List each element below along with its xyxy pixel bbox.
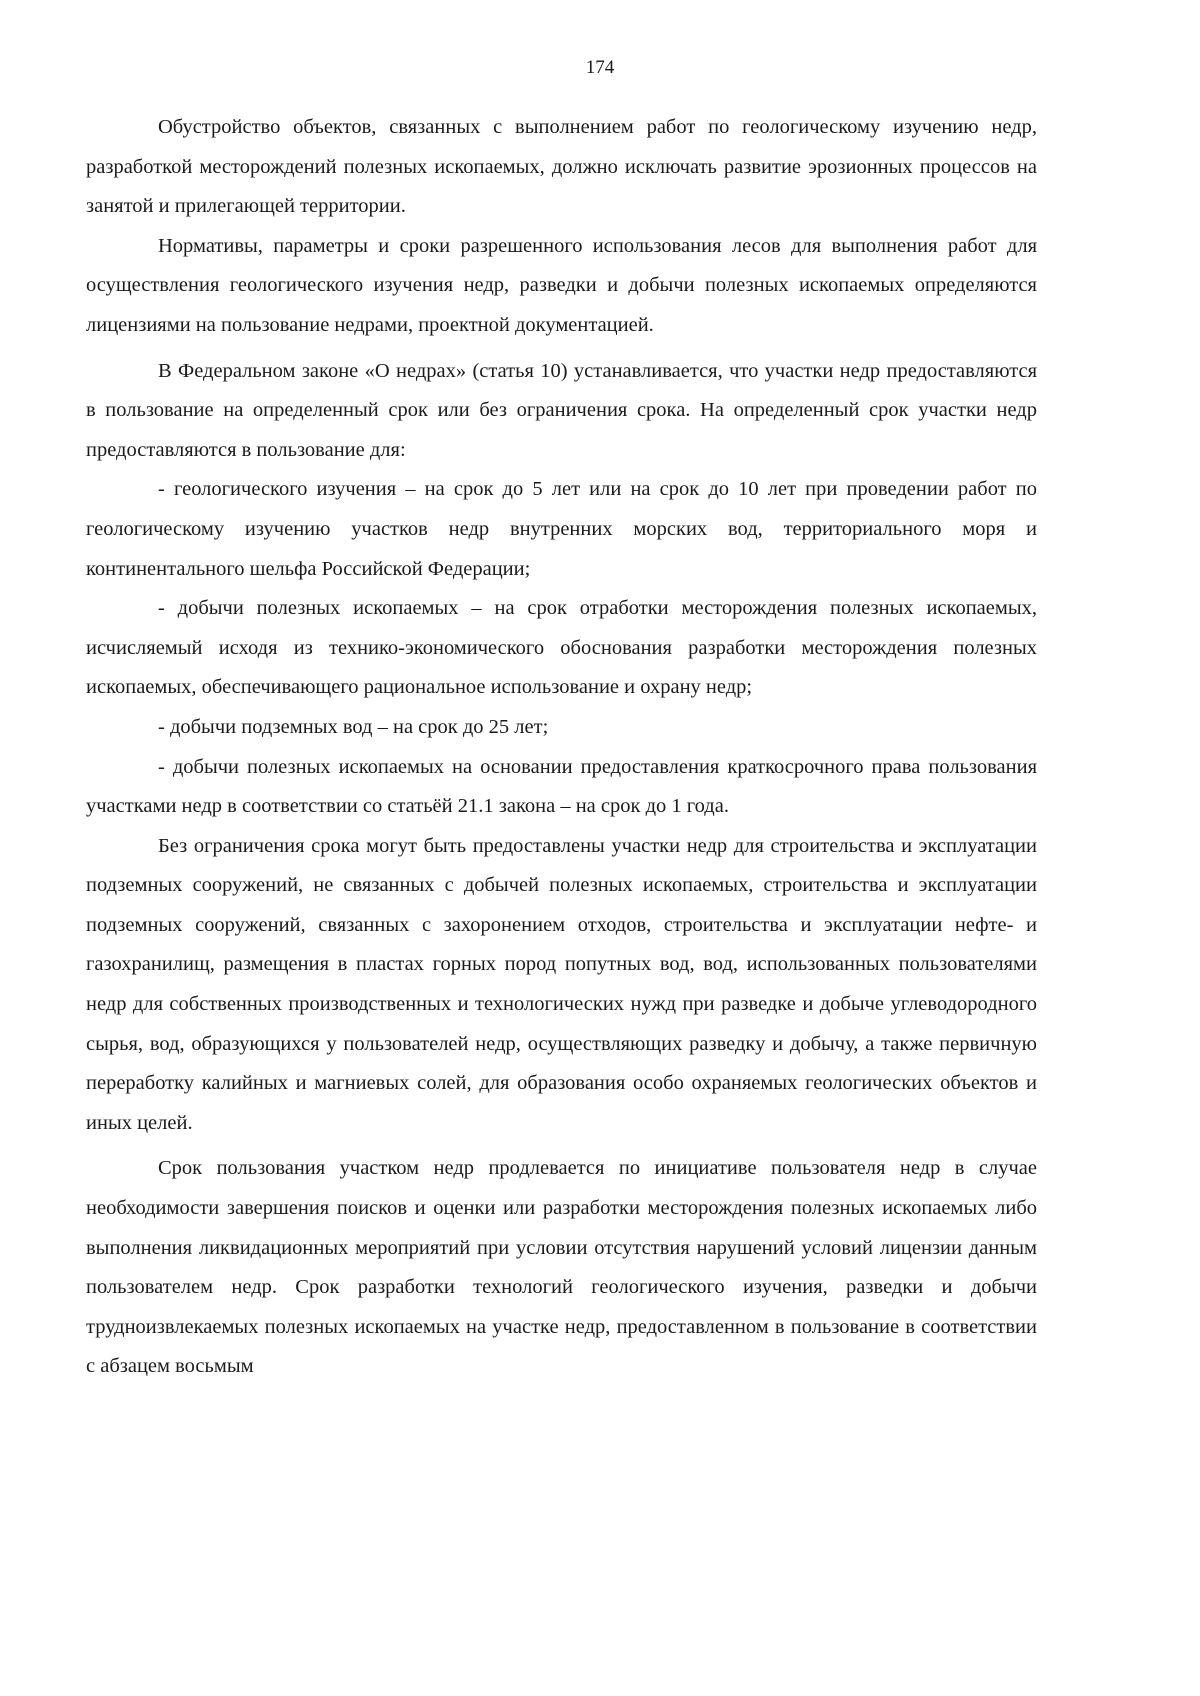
paragraph-subsoil-law: В Федеральном законе «О недрах» (статья 10) устанавливается, что участки недр предоставляются в пользование на определенный срок или без ограничения срока. На определенный срок участки недр предоставляются в пользование для: (86, 359, 1037, 461)
list-item-geological-study: - геологического изучения – на срок до 5 лет или на срок до 10 лет при проведении работ по геологическому изучению участков недр внутренних морских вод, территориального моря и континентального шельфа Российской Федерации; (86, 478, 1037, 580)
document-body (86, 108, 1037, 1387)
list-item-short-term-right: - добычи полезных ископаемых на основании предоставления краткосрочного права пользования участками недр в соответствии со статьёй 21.1 закона – на срок до 1 года. (86, 755, 1037, 818)
paragraph-unlimited-term: Без ограничения срока могут быть предоставлены участки недр для строительства и эксплуатации подземных сооружений, не связанных с добычей полезных ископаемых, строительства и эксплуатации подземных сооружений, связанных с захоронением отходов, строительства и эксплуатации нефте- и газохранилищ, размещения в пластах горных пород попутных вод, вод, использованных пользователями недр для собственных производственных и технологических нужд при разведке и добыче углеводородного сырья, вод, образующихся у пользователей недр, осуществляющих разведку и добычу, а также первичную переработку калийных и магниевых солей, для образования особо охраняемых геологических объектов и иных целей. (86, 834, 1037, 1134)
paragraph-forest-use-norms: Нормативы, параметры и сроки разрешенного использования лесов для выполнения работ для осуществления геологического изучения недр, разведки и добычи полезных ископаемых определяются лицензиями на пользование недрами, проектной документацией. (86, 234, 1037, 336)
paragraph-term-extension: Срок пользования участком недр продлевается по инициативе пользователя недр в случае необходимости завершения поисков и оценки или разработки месторождения полезных ископаемых либо выполнения ликвидационных мероприятий при условии отсутствия нарушений условий лицензии данным пользователем недр. Срок разработки технологий геологического изучения, разведки и добычи трудноизвлекаемых полезных ископаемых на участке недр, предоставленном в пользование в соответствии с абзацем восьмым (86, 1157, 1037, 1378)
list-item-mineral-extraction: - добычи полезных ископаемых – на срок отработки месторождения полезных ископаемых, исчисляемый исходя из технико-экономического обоснования разработки месторождения полезных ископаемых, обеспечивающего рациональное использование и охрану недр; (86, 597, 1037, 699)
paragraph-site-arrangement: Обустройство объектов, связанных с выполнением работ по геологическому изучению недр, разработкой месторождений полезных ископаемых, должно исключать развитие эрозионных процессов на занятой и прилегающей территории. (86, 116, 1037, 218)
page-number: 174 (585, 57, 615, 78)
list-item-groundwater: - добычи подземных вод – на срок до 25 лет; (158, 715, 549, 738)
